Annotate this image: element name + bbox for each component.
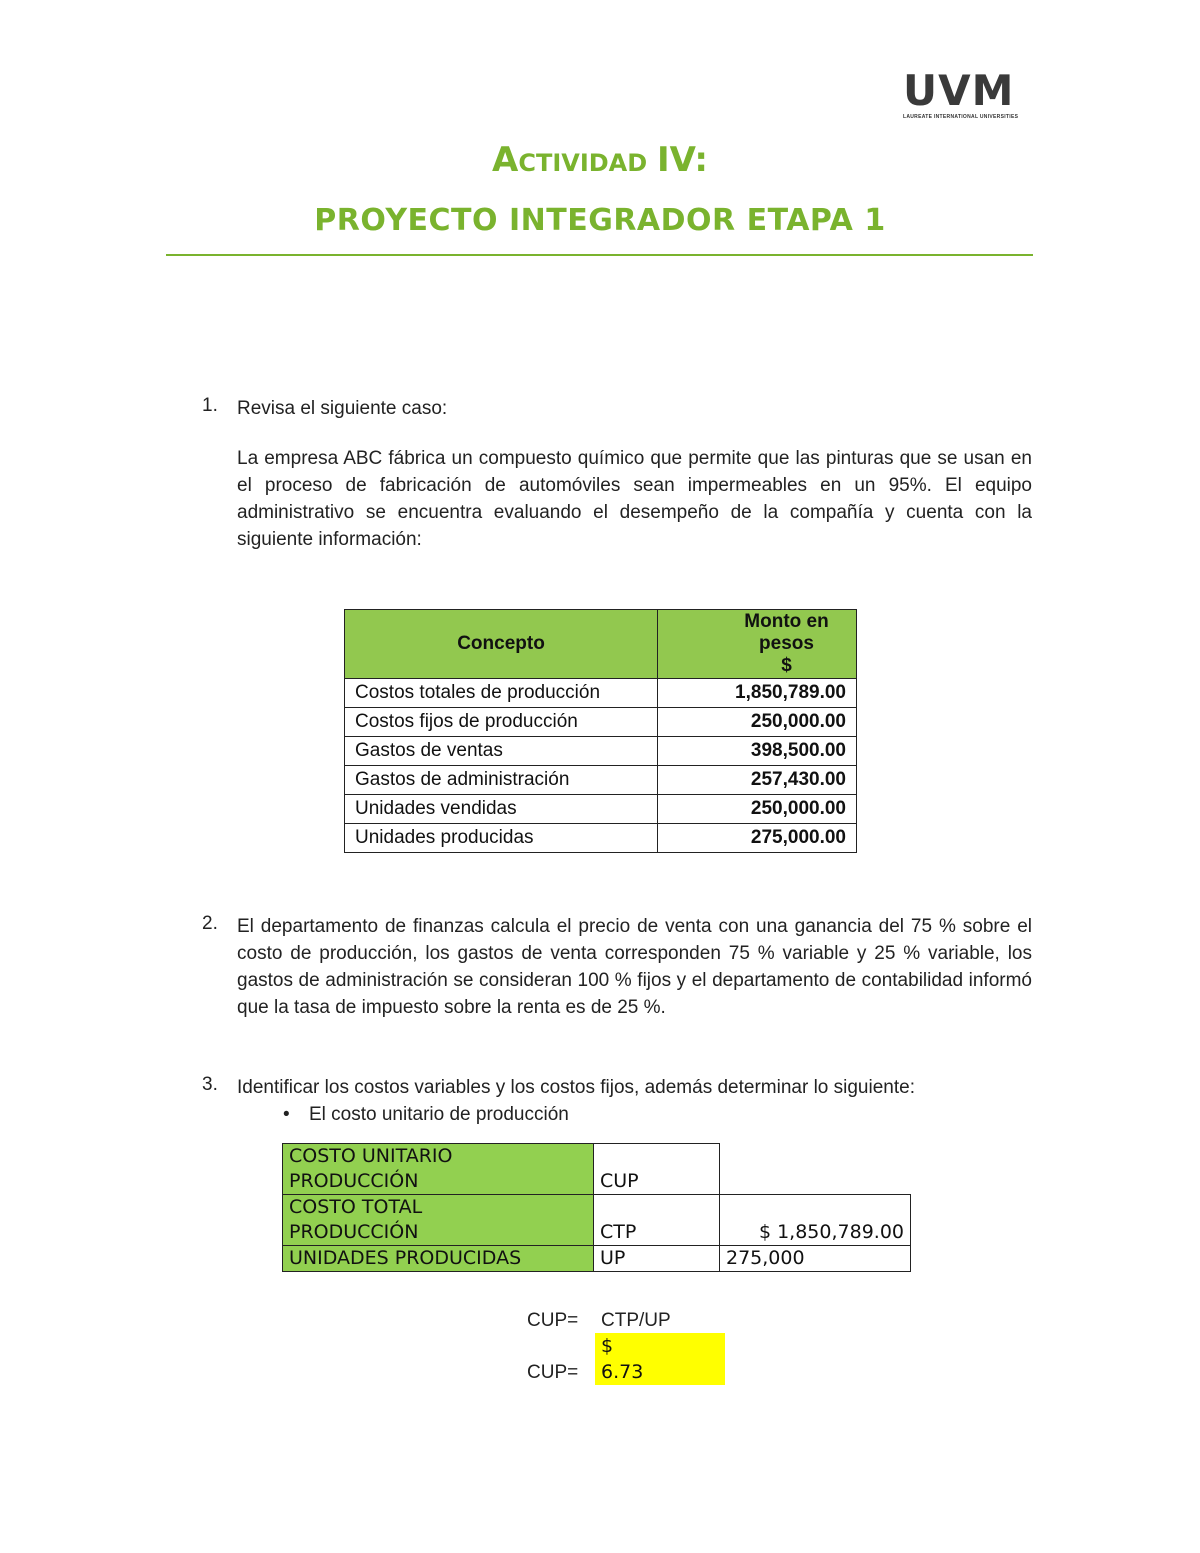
item1-number: 1. <box>202 395 218 416</box>
title-divider <box>166 254 1033 256</box>
page-subtitle: PROYECTO INTEGRADOR ETAPA 1 <box>314 203 886 238</box>
table-row <box>345 824 857 853</box>
table-row <box>345 737 857 766</box>
item1-paragraph: La empresa ABC fábrica un compuesto químico que permite que las pinturas que se usan en el proceso de fabricación de automóviles sean impermeables en un 95%. El equipo administrativo se encuentra evaluando el desempeño de la compañía y cuenta con la siguiente información: <box>237 448 1032 550</box>
row-amount: 257,430.00 <box>658 766 857 795</box>
table-row <box>345 795 857 824</box>
table-row <box>345 679 857 708</box>
unit-cost-table <box>282 1143 911 1272</box>
title-rest: CTIVIDAD <box>518 149 648 177</box>
row-label: UNIDADES PRODUCIDAS <box>283 1246 594 1272</box>
row-amount: 250,000.00 <box>658 795 857 824</box>
header-amount-line1: Monto en pesos <box>744 611 829 654</box>
page-title <box>0 140 1200 180</box>
row-amount: 275,000.00 <box>658 824 857 853</box>
row-concept: Unidades vendidas <box>345 795 658 824</box>
header-amount-line2: $ <box>781 655 792 676</box>
row-code: UP <box>594 1246 720 1272</box>
row-value: $ 1,850,789.00 <box>720 1195 911 1246</box>
formula-label-2: CUP= <box>527 1362 579 1383</box>
row-code: CTP <box>594 1195 720 1246</box>
cost-table <box>344 609 857 853</box>
logo-text: UVM <box>903 66 1015 115</box>
row-label <box>283 1195 594 1246</box>
row-concept: Gastos de administración <box>345 766 658 795</box>
row-value: 275,000 <box>720 1246 911 1272</box>
formula-expression: CTP/UP <box>601 1310 671 1331</box>
table-row <box>345 766 857 795</box>
row-concept: Costos totales de producción <box>345 679 658 708</box>
bullet-icon: • <box>283 1104 290 1125</box>
title-initial: A <box>492 140 519 180</box>
table-row <box>345 708 857 737</box>
item2-paragraph: El departamento de finanzas calcula el precio de venta con una ganancia del 75 % sobre el costo de producción, los gastos de venta corresponden 75 % variable y 25 % variable, los gastos de administración se consideran 100 % fijos y el departamento de contabilidad informó que la tasa de impuesto sobre la renta es de 25 %. <box>237 916 1032 1018</box>
row-label-line2: PRODUCCIÓN <box>289 1170 419 1192</box>
item2-number: 2. <box>202 913 218 934</box>
item1-lead: Revisa el siguiente caso: <box>237 398 448 419</box>
uvm-logo <box>903 66 1023 122</box>
row-value <box>720 1144 911 1195</box>
result-currency: $ <box>601 1335 614 1357</box>
logo-tagline: LAUREATE INTERNATIONAL UNIVERSITIES <box>903 114 1019 120</box>
row-label-line2: PRODUCCIÓN <box>289 1221 419 1243</box>
row-concept: Gastos de ventas <box>345 737 658 766</box>
item3-bullet: El costo unitario de producción <box>309 1104 569 1125</box>
item3-number: 3. <box>202 1074 218 1095</box>
table-row <box>283 1195 911 1246</box>
table-row <box>283 1144 911 1195</box>
row-label-line1: COSTO TOTAL <box>289 1196 423 1218</box>
row-code: CUP <box>594 1144 720 1195</box>
result-value: 6.73 <box>601 1361 644 1383</box>
header-concept: Concepto <box>345 610 658 679</box>
header-amount <box>658 610 857 679</box>
row-label-line1: COSTO UNITARIO <box>289 1145 453 1167</box>
row-amount: 250,000.00 <box>658 708 857 737</box>
row-concept: Unidades producidas <box>345 824 658 853</box>
table-row <box>283 1246 911 1272</box>
row-amount: 398,500.00 <box>658 737 857 766</box>
formula-label-1: CUP= <box>527 1310 579 1331</box>
row-label <box>283 1144 594 1195</box>
title-number: IV: <box>656 140 708 180</box>
row-amount: 1,850,789.00 <box>658 679 857 708</box>
cost-table-header <box>345 610 857 679</box>
item3-paragraph: Identificar los costos variables y los costos fijos, además determinar lo siguiente: <box>237 1077 915 1098</box>
row-concept: Costos fijos de producción <box>345 708 658 737</box>
